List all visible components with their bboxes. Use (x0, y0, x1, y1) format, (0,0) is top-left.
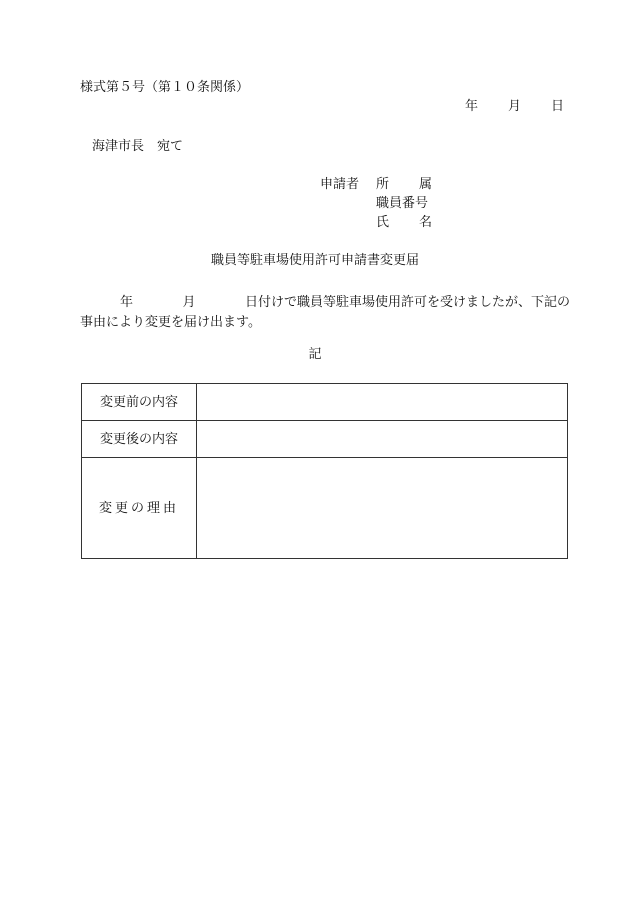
body-year: 年 (120, 295, 134, 310)
date-line (465, 100, 564, 113)
body-text (80, 293, 570, 333)
applicant-label: 申請者 (320, 177, 360, 192)
body-month: 月 (182, 295, 196, 310)
form-number: 様式第５号（第１０条関係） (80, 80, 250, 95)
body-line-1 (80, 293, 570, 313)
after-change-label: 変更後の内容 (82, 421, 197, 458)
addressee: 海津市長 宛て (92, 139, 184, 154)
ki-label: 記 (308, 347, 322, 362)
table-row (82, 421, 568, 458)
table-row (82, 458, 568, 559)
change-reason-field[interactable] (197, 458, 568, 559)
before-change-label: 変更前の内容 (82, 384, 197, 421)
body-line-2: 事由により変更を届け出ます。 (80, 315, 261, 330)
change-reason-label: 変更の理由 (82, 458, 197, 559)
body-line-1-rest: 日付けで職員等駐車場使用許可を受けましたが、下記の (244, 295, 570, 310)
change-table (81, 383, 568, 559)
table-row (82, 384, 568, 421)
date-month-label: 月 (507, 99, 521, 114)
before-change-field[interactable] (197, 384, 568, 421)
document-title: 職員等駐車場使用許可申請書変更届 (210, 253, 419, 268)
applicant-block (320, 178, 432, 235)
staff-number-label: 職員番号 (376, 196, 429, 211)
affiliation-label: 所 属 (376, 177, 432, 192)
after-change-field[interactable] (197, 421, 568, 458)
name-label: 氏 名 (376, 215, 432, 230)
date-day-label: 日 (550, 99, 564, 114)
date-year-label: 年 (464, 99, 478, 114)
